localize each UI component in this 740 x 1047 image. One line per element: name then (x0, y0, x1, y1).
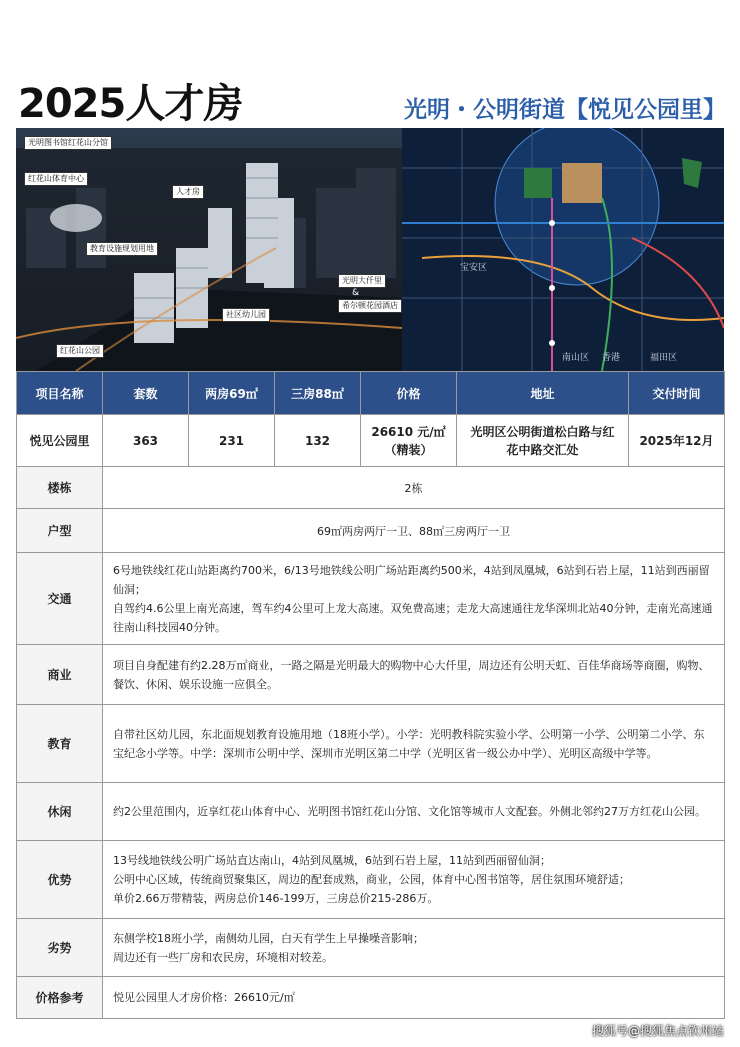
detail-row-commerce (17, 645, 725, 705)
cell-address: 光明区公明街道松白路与红花中路交汇处 (457, 415, 629, 467)
label-building: 楼栋 (17, 467, 103, 509)
detail-row-transport (17, 553, 725, 645)
value-education: 自带社区幼儿园，东北面规划教育设施用地（18班小学）。小学：光明教科院实验小学、公明第一小学、公明第二小学、东宝纪念小学等。中学：深圳市公明中学、深圳市光明区第二中学（光明区省一级公办中学）、光明区高级中学等。 (103, 705, 725, 783)
label-education: 教育 (17, 705, 103, 783)
aerial-rendering (16, 128, 402, 371)
map-label-futian: 福田区 (650, 353, 678, 363)
cell-price: 26610 元/㎡（精装） (361, 415, 457, 467)
label-advantages: 优势 (17, 841, 103, 919)
label-hotel: 希尔顿花园酒店 (338, 299, 402, 313)
map-label-hongkong: 香港 (602, 353, 621, 363)
cell-project-name: 悦见公园里 (17, 415, 103, 467)
header-delivery: 交付时间 (629, 372, 725, 415)
label-price-ref: 价格参考 (17, 977, 103, 1019)
hero-images (16, 128, 724, 371)
page-subtitle: 光明・公明街道【悦见公园里】 (404, 97, 726, 123)
detail-row-disadvantages (17, 919, 725, 977)
map-label-baoan: 宝安区 (460, 263, 488, 273)
header-project-name: 项目名称 (17, 372, 103, 415)
project-info-table (16, 371, 725, 1019)
detail-row-leisure (17, 783, 725, 841)
cell-delivery: 2025年12月 (629, 415, 725, 467)
location-map (402, 128, 724, 371)
label-transport: 交通 (17, 553, 103, 645)
detail-row-price-ref (17, 977, 725, 1019)
value-advantages: 13号线地铁线公明广场站直达南山，4站到凤凰城，6站到石岩上屋，11站到西丽留仙洞； 公明中心区域，传统商贸聚集区，周边的配套成熟，商业，公园，体育中心图书馆等，居住氛围环境舒适； 单价2.66万带精装，两房总价146-199万，三房总价215-286万。 (103, 841, 725, 919)
value-price-ref: 悦见公园里人才房价格：26610元/㎡ (103, 977, 725, 1019)
value-leisure: 约2公里范围内，近享红花山体育中心、光明图书馆红花山分馆、文化馆等城市人文配套。外侧北邻约27万方红花山公园。 (103, 783, 725, 841)
watermark: 搜狐号@搜狐焦点钦州站 (591, 1024, 724, 1038)
detail-row-education (17, 705, 725, 783)
value-commerce: 项目自身配建有约2.28万㎡商业，一路之隔是光明最大的购物中心大仟里，周边还有公明天虹、百佳华商场等商圈，购物、餐饮、休闲、娱乐设施一应俱全。 (103, 645, 725, 705)
cell-two-room: 231 (189, 415, 275, 467)
label-leisure: 休闲 (17, 783, 103, 841)
label-library: 光明图书馆红花山分馆 (24, 136, 112, 150)
label-disadvantages: 劣势 (17, 919, 103, 977)
value-transport: 6号地铁线红花山站距离约700米，6/13号地铁线公明广场站距离约500米，4站到凤凰城，6站到石岩上屋，11站到西丽留仙洞； 自驾约4.6公里上南光高速，驾车约4公里可上龙大高速。双免费高速；走龙大高速通往龙华深圳北站40分钟，走南光高速通往南山科技园40分钟。 (103, 553, 725, 645)
detail-row-building (17, 467, 725, 509)
value-layout: 69㎡两房两厅一卫、88㎡三房两厅一卫 (103, 509, 725, 553)
label-talent-housing: 人才房 (172, 185, 204, 199)
table-row (17, 415, 725, 467)
label-education-land: 教育设施规划用地 (86, 242, 158, 256)
label-sports-center: 红花山体育中心 (24, 172, 88, 186)
label-kindergarten: 社区幼儿园 (222, 308, 270, 322)
table-header-row (17, 372, 725, 415)
value-disadvantages: 东侧学校18班小学，南侧幼儿园，白天有学生上早操噪音影响； 周边还有一些厂房和农民房，环境相对较差。 (103, 919, 725, 977)
header-address: 地址 (457, 372, 629, 415)
label-layout: 户型 (17, 509, 103, 553)
label-amp: & (352, 288, 360, 298)
cell-three-room: 132 (275, 415, 361, 467)
label-mall: 光明大仟里 (338, 274, 386, 288)
header-three-room: 三房88㎡ (275, 372, 361, 415)
page-title: 2025人才房 (18, 81, 243, 127)
cell-units: 363 (103, 415, 189, 467)
header-two-room: 两房69㎡ (189, 372, 275, 415)
header-price: 价格 (361, 372, 457, 415)
header-units: 套数 (103, 372, 189, 415)
detail-row-advantages (17, 841, 725, 919)
value-building: 2栋 (103, 467, 725, 509)
detail-row-layout (17, 509, 725, 553)
label-commerce: 商业 (17, 645, 103, 705)
label-park: 红花山公园 (56, 344, 104, 358)
map-label-nanshan: 南山区 (562, 353, 590, 363)
